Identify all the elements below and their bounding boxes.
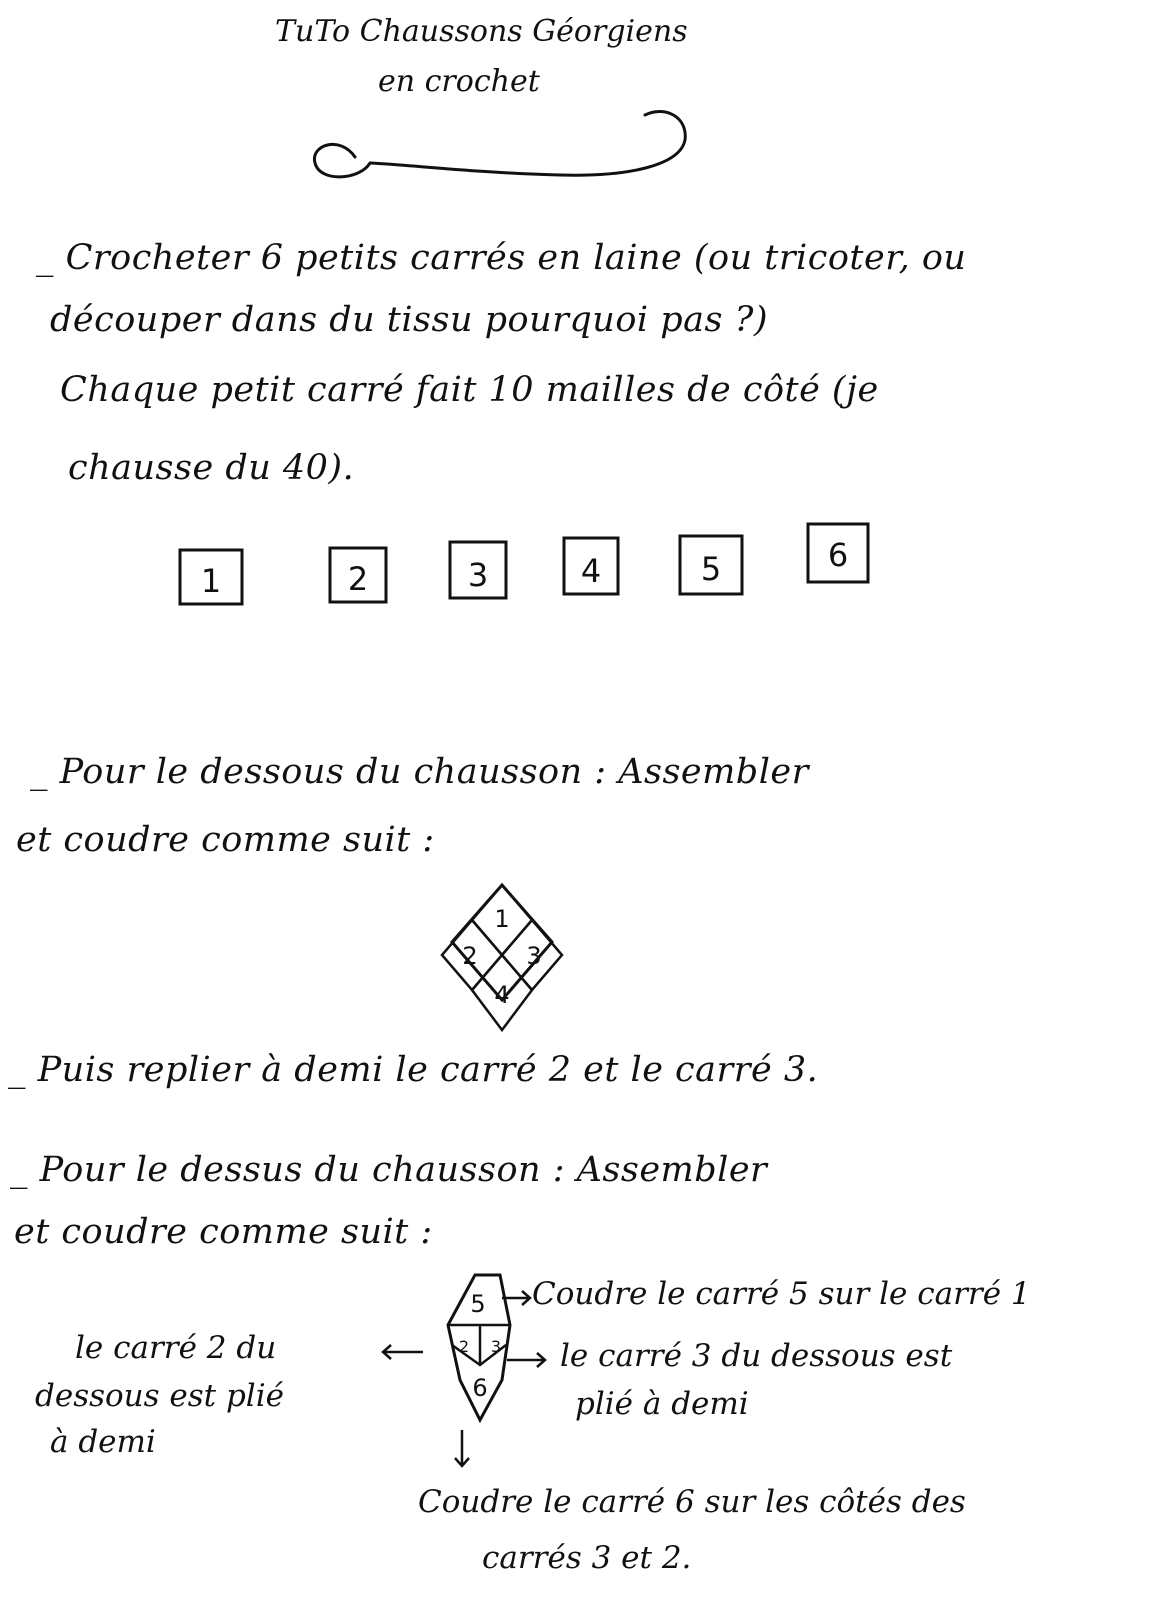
arrow-to-left-note xyxy=(375,1342,425,1362)
square-2 xyxy=(330,548,386,602)
fold-line-1: _ Puis replier à demi le carré 2 et le carré 3. xyxy=(8,1050,819,1090)
arrow-to-bottom-note xyxy=(452,1428,472,1478)
square-1 xyxy=(180,550,242,604)
square-6 xyxy=(808,524,868,582)
note-left-1: le carré 2 du xyxy=(75,1330,277,1366)
numbered-squares-row xyxy=(160,520,920,620)
dessus-label-6: 6 xyxy=(472,1374,488,1402)
dessous-label-2: 2 xyxy=(462,942,478,970)
intro-line-4: chausse du 40). xyxy=(68,448,355,488)
note-right-1: le carré 3 du dessous est xyxy=(560,1338,953,1374)
title-line-2: en crochet xyxy=(378,64,540,99)
note-bottom-2: carrés 3 et 2. xyxy=(482,1540,692,1576)
square-1-label: 1 xyxy=(200,562,222,600)
intro-line-3: Chaque petit carré fait 10 mailles de côté (je xyxy=(60,370,879,410)
square-5-label: 5 xyxy=(700,550,722,588)
dessus-line-1: _ Pour le dessus du chausson : Assembler xyxy=(10,1150,768,1190)
note-left-2: dessous est plié xyxy=(35,1378,284,1414)
swirl-ornament xyxy=(300,95,720,205)
note-left-3: à demi xyxy=(50,1424,156,1460)
intro-line-2: découper dans du tissu pourquoi pas ?) xyxy=(50,300,768,340)
square-5 xyxy=(680,536,742,594)
square-4-label: 4 xyxy=(580,552,602,590)
dessous-line-1: _ Pour le dessous du chausson : Assembler xyxy=(30,752,809,792)
title-line-1: TuTo Chaussons Géorgiens xyxy=(275,14,688,49)
dessous-line-2: et coudre comme suit : xyxy=(16,820,435,860)
note-bottom-1: Coudre le carré 6 sur les côtés des xyxy=(418,1484,966,1520)
dessus-label-2: 2 xyxy=(458,1337,470,1356)
arrow-to-right-note xyxy=(505,1350,555,1370)
dessus-label-5: 5 xyxy=(470,1290,486,1318)
note-right-2: plié à demi xyxy=(575,1386,749,1422)
dessus-label-3: 3 xyxy=(490,1337,502,1356)
intro-line-1: _ Crocheter 6 petits carrés en laine (ou tricoter, ou xyxy=(36,238,967,278)
square-3-label: 3 xyxy=(467,556,489,594)
dessous-label-4: 4 xyxy=(494,981,510,1009)
square-6-label: 6 xyxy=(827,536,849,574)
dessous-label-3: 3 xyxy=(526,942,542,970)
square-4 xyxy=(564,538,618,594)
dessous-label-1: 1 xyxy=(494,905,510,933)
note-top-right: Coudre le carré 5 sur le carré 1 xyxy=(532,1276,1031,1312)
square-3 xyxy=(450,542,506,598)
square-2-label: 2 xyxy=(347,560,369,598)
dessus-line-2: et coudre comme suit : xyxy=(14,1212,433,1252)
dessous-diagram xyxy=(432,880,572,1050)
